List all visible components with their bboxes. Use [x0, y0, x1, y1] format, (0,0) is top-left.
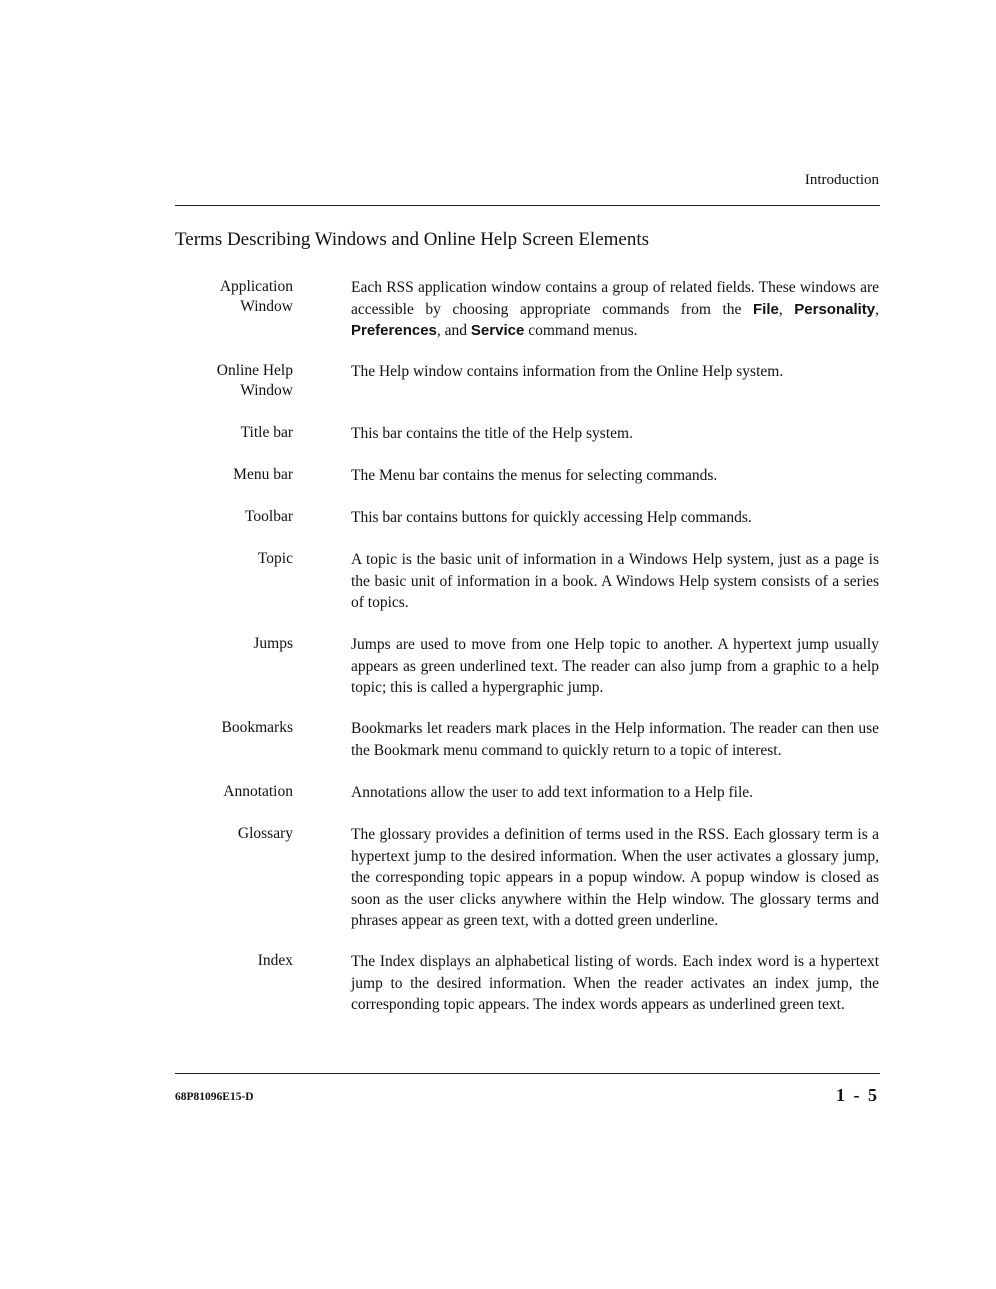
term-row-application-window [175, 277, 880, 361]
term-label: Title bar [240, 424, 293, 441]
term-label: Annotation [223, 783, 293, 800]
term-label: Glossary [237, 825, 293, 842]
term-definition: Bookmarks let readers mark places in the Help information. The reader can then use the Bookmark menu command to quickly return to a topic of interest. [351, 720, 879, 759]
file-command: File [752, 300, 779, 318]
term-definition: This bar contains the title of the Help system. [351, 425, 633, 442]
term-definition: The glossary provides a definition of terms used in the RSS. Each glossary term is a hypertext jump to the desired information. When the user activates a glossary jump, the corresponding topic appears in a popup window. A popup window is closed as soon as the user clicks anywhere within the Help window. The glossary terms and phrases appear as green text, with a dotted green underline. [351, 826, 879, 929]
term-row-glossary [175, 824, 880, 951]
term-definition: The Index displays an alphabetical listing of words. Each index word is a hypertext jump to the desired information. When the reader activates an index jump, the corresponding topic appears. The index words appears as underlined green text. [351, 953, 879, 1013]
term-row-online-help-window [175, 361, 880, 423]
term-row-toolbar [175, 507, 880, 549]
section-title: Terms Describing Windows and Online Help Screen Elements [175, 229, 650, 250]
term-row-annotation [175, 782, 880, 824]
term-label: Toolbar [245, 508, 293, 525]
term-row-title-bar [175, 423, 880, 465]
term-definition: A topic is the basic unit of information in a Windows Help system, just as a page is the basic unit of information in a book. A Windows Help system consists of a series of topics. [351, 551, 879, 611]
term-label: Application Window [219, 278, 293, 315]
running-header: Introduction [804, 172, 879, 188]
page-number: 1 - 5 [836, 1085, 879, 1105]
header-rule [175, 205, 880, 206]
term-row-index [175, 951, 880, 1037]
term-label: Bookmarks [221, 719, 293, 736]
term-definition: Jumps are used to move from one Help topic to another. A hypertext jump usually appears as green underlined text. The reader can also jump from a graphic to a help topic; this is called a hypergraphic jump. [351, 636, 879, 696]
footer-rule [175, 1073, 880, 1074]
terms-list [175, 277, 880, 1037]
term-definition: The Menu bar contains the menus for selecting commands. [351, 467, 718, 484]
term-definition: The Help window contains information from the Online Help system. [351, 363, 784, 380]
term-row-menu-bar [175, 465, 880, 507]
term-row-topic [175, 549, 880, 634]
term-row-bookmarks [175, 718, 880, 782]
term-label: Menu bar [233, 466, 293, 483]
document-number: 68P81096E15-D [175, 1091, 254, 1103]
term-definition: Annotations allow the user to add text information to a Help file. [351, 784, 754, 801]
term-label: Online Help Window [216, 362, 293, 399]
term-label: Topic [257, 550, 293, 567]
term-label: Index [257, 952, 293, 969]
term-definition: This bar contains buttons for quickly accessing Help commands. [351, 509, 752, 526]
term-definition: Each RSS application window contains a group of related fields. These windows are accessible by choosing appropriate commands from the File, Personality, Preferences, and Service command menus. [351, 279, 880, 339]
service-command: Service [470, 322, 525, 339]
term-row-jumps [175, 634, 880, 718]
personality-command: Personality [794, 300, 876, 318]
term-label: Jumps [253, 635, 293, 652]
preferences-command: Preferences [351, 322, 437, 339]
